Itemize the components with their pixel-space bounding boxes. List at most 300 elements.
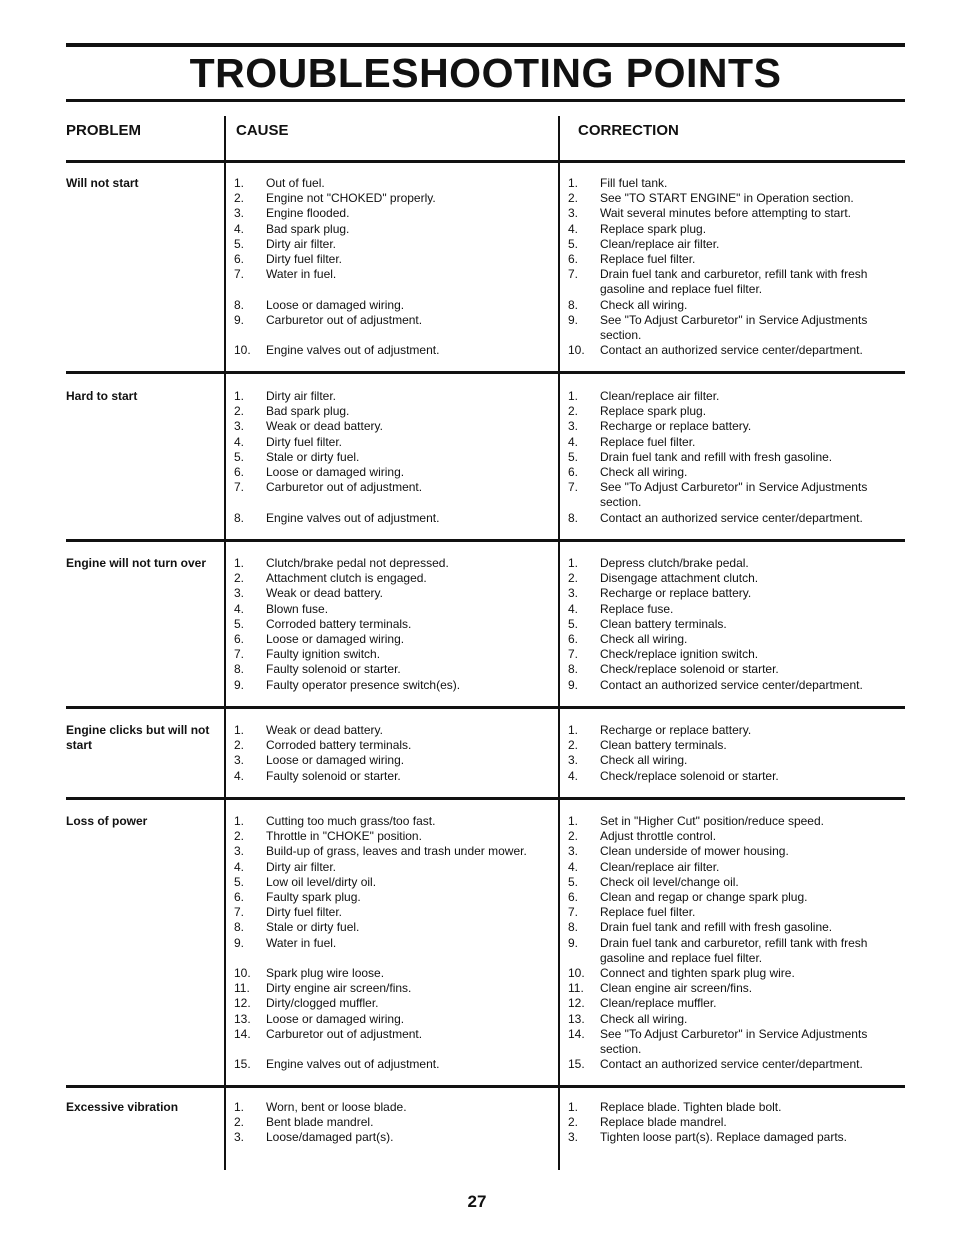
cause-item xyxy=(234,465,550,480)
item-number: 3. xyxy=(568,419,579,434)
cause-item xyxy=(234,936,550,951)
item-text: Build-up of grass, leaves and trash under mower. xyxy=(266,844,527,859)
cause-item xyxy=(234,571,550,586)
item-text: Depress clutch/brake pedal. xyxy=(600,556,749,570)
cause-item xyxy=(234,313,550,328)
item-text: Replace spark plug. xyxy=(600,404,707,419)
correction-item xyxy=(568,875,888,890)
item-text: Water in fuel. xyxy=(266,267,337,282)
correction-item xyxy=(568,769,888,784)
correction-item xyxy=(568,176,888,191)
item-number: 7. xyxy=(234,480,245,495)
item-text: Weak or dead battery. xyxy=(266,586,383,601)
item-text: Recharge or replace battery. xyxy=(600,419,752,434)
correction-item xyxy=(568,252,888,267)
item-text: Contact an authorized service center/department. xyxy=(600,343,863,358)
item-text: Connect and tighten spark plug wire. xyxy=(600,966,795,981)
item-number: 6. xyxy=(234,465,245,480)
item-text: Dirty/clogged muffler. xyxy=(266,996,379,1011)
item-text: Weak or dead battery. xyxy=(266,723,383,737)
item-text: See "To Adjust Carburetor" in Service Adjustments section. xyxy=(600,1026,868,1057)
cause-item xyxy=(234,556,550,571)
correction-list xyxy=(568,1100,888,1146)
correction-item xyxy=(568,237,888,252)
section-separator xyxy=(66,539,905,542)
section-separator xyxy=(66,371,905,374)
item-number: 14. xyxy=(568,1026,585,1041)
cause-item xyxy=(234,237,550,252)
item-number: 15. xyxy=(234,1057,251,1072)
item-text: Clean underside of mower housing. xyxy=(600,844,789,859)
item-number: 5. xyxy=(568,874,579,889)
item-text: See "To Adjust Carburetor" in Service Adjustments section. xyxy=(600,312,868,343)
item-number: 5. xyxy=(234,616,245,631)
item-text: Carburetor out of adjustment. xyxy=(266,312,423,327)
item-text: Replace fuel filter. xyxy=(600,905,696,920)
item-number: 5. xyxy=(568,236,579,251)
cause-item xyxy=(234,419,550,434)
correction-item xyxy=(568,996,888,1011)
correction-item xyxy=(568,389,888,404)
correction-item xyxy=(568,829,888,844)
item-text: Recharge or replace battery. xyxy=(600,723,752,737)
item-number: 3. xyxy=(568,206,579,221)
item-text: Spark plug wire loose. xyxy=(266,966,385,981)
item-text: Recharge or replace battery. xyxy=(600,586,752,601)
item-number: 1. xyxy=(568,723,579,737)
correction-item xyxy=(568,267,888,297)
item-number: 14. xyxy=(234,1026,251,1041)
item-number: 10. xyxy=(234,966,251,981)
problem-label: Engine will not turn over xyxy=(66,556,207,570)
cause-item xyxy=(234,191,550,206)
problem-label: Hard to start xyxy=(66,389,138,403)
cause-item xyxy=(234,1027,550,1042)
item-text: Faulty solenoid or starter. xyxy=(266,662,401,677)
item-number: 7. xyxy=(234,267,245,282)
item-text: Water in fuel. xyxy=(266,935,337,950)
problem-label: Engine clicks but will not start xyxy=(66,723,210,752)
cause-item xyxy=(234,678,550,693)
correction-item xyxy=(568,1115,888,1130)
item-text: Faulty solenoid or starter. xyxy=(266,768,401,783)
item-number: 9. xyxy=(234,935,245,950)
cause-item xyxy=(234,753,550,768)
cause-item xyxy=(234,860,550,875)
correction-item xyxy=(568,936,888,966)
item-text: Corroded battery terminals. xyxy=(266,738,412,753)
item-text: Bent blade mandrel. xyxy=(266,1115,374,1130)
item-text: Clean/replace air filter. xyxy=(600,236,720,251)
item-text: Check/replace ignition switch. xyxy=(600,647,759,662)
item-number: 2. xyxy=(568,404,579,419)
item-number: 2. xyxy=(234,829,245,844)
item-number: 2. xyxy=(234,1115,245,1130)
item-text: Contact an authorized service center/department. xyxy=(600,1057,863,1072)
correction-item xyxy=(568,511,888,526)
cause-item xyxy=(234,1057,550,1072)
item-number: 7. xyxy=(234,647,245,662)
item-text: Stale or dirty fuel. xyxy=(266,920,360,935)
correction-item xyxy=(568,662,888,677)
item-number: 2. xyxy=(568,191,579,206)
item-number: 4. xyxy=(568,434,579,449)
cause-item xyxy=(234,480,550,495)
cause-list xyxy=(234,723,550,784)
item-number: 4. xyxy=(234,768,245,783)
item-number: 8. xyxy=(568,920,579,935)
item-number: 7. xyxy=(568,647,579,662)
item-text: Clutch/brake pedal not depressed. xyxy=(266,556,449,570)
item-number: 8. xyxy=(568,297,579,312)
item-text: Clean/replace air filter. xyxy=(600,859,720,874)
cause-item xyxy=(234,662,550,677)
correction-item xyxy=(568,814,888,829)
item-number: 2. xyxy=(234,738,245,753)
cause-item xyxy=(234,176,550,191)
item-number: 3. xyxy=(234,206,245,221)
item-text: Drain fuel tank and carburetor, refill tank with fresh gasoline and replace fuel filter. xyxy=(600,935,868,965)
item-text: Check/replace solenoid or starter. xyxy=(600,662,779,677)
item-text: Contact an authorized service center/department. xyxy=(600,510,863,525)
problem-label: Excessive vibration xyxy=(66,1100,179,1114)
item-text: Check all wiring. xyxy=(600,1011,688,1026)
item-number: 1. xyxy=(568,176,579,190)
item-text: Clean engine air screen/fins. xyxy=(600,981,753,996)
item-text: Faulty ignition switch. xyxy=(266,647,381,662)
item-text: See "To Adjust Carburetor" in Service Adjustments section. xyxy=(600,480,868,510)
item-number: 5. xyxy=(234,874,245,889)
item-text: Loose or damaged wiring. xyxy=(266,1011,405,1026)
cause-item xyxy=(234,1115,550,1130)
correction-item xyxy=(568,298,888,313)
correction-item xyxy=(568,1027,888,1057)
item-text: Dirty air filter. xyxy=(266,859,337,874)
correction-item xyxy=(568,435,888,450)
problem-label: Will not start xyxy=(66,176,139,190)
item-text: Loose or damaged wiring. xyxy=(266,465,405,480)
cause-item xyxy=(234,617,550,632)
item-number: 4. xyxy=(568,768,579,783)
item-text: Replace spark plug. xyxy=(600,221,707,236)
item-number: 8. xyxy=(568,662,579,677)
item-text: Cutting too much grass/too fast. xyxy=(266,814,436,828)
item-number: 3. xyxy=(568,844,579,859)
item-number: 5. xyxy=(234,236,245,251)
item-number: 6. xyxy=(568,632,579,647)
item-text: Clean/replace air filter. xyxy=(600,389,720,403)
item-number: 3. xyxy=(234,419,245,434)
item-number: 2. xyxy=(234,404,245,419)
item-number: 15. xyxy=(568,1057,585,1072)
item-text: Drain fuel tank and carburetor, refill tank with fresh gasoline and replace fuel filter. xyxy=(600,267,868,297)
correction-item xyxy=(568,313,888,343)
item-text: Check all wiring. xyxy=(600,297,688,312)
item-text: Clean and regap or change spark plug. xyxy=(600,890,808,905)
cause-item xyxy=(234,435,550,450)
item-text: Dirty fuel filter. xyxy=(266,252,343,267)
cause-item xyxy=(234,602,550,617)
section-separator xyxy=(66,1085,905,1088)
correction-item xyxy=(568,844,888,859)
cause-header: CAUSE xyxy=(236,122,289,139)
correction-list xyxy=(568,723,888,784)
cause-list xyxy=(234,556,550,693)
page-title: TROUBLESHOOTING POINTS xyxy=(189,50,782,96)
item-number: 10. xyxy=(234,343,251,358)
spacer xyxy=(234,282,550,297)
item-text: Attachment clutch is engaged. xyxy=(266,571,427,586)
cause-list xyxy=(234,176,550,358)
item-text: Disengage attachment clutch. xyxy=(600,571,759,586)
item-number: 12. xyxy=(568,996,585,1011)
item-text: Carburetor out of adjustment. xyxy=(266,480,423,495)
column-divider-left xyxy=(224,116,226,1170)
cause-item xyxy=(234,829,550,844)
item-text: Bad spark plug. xyxy=(266,404,350,419)
item-number: 4. xyxy=(568,601,579,616)
item-number: 1. xyxy=(568,556,579,570)
correction-item xyxy=(568,222,888,237)
item-number: 5. xyxy=(234,449,245,464)
item-text: Low oil level/dirty oil. xyxy=(266,874,377,889)
item-text: Dirty fuel filter. xyxy=(266,905,343,920)
item-number: 1. xyxy=(568,1100,579,1114)
item-text: Faulty spark plug. xyxy=(266,890,361,905)
item-text: Replace blade. Tighten blade bolt. xyxy=(600,1100,782,1114)
cause-item xyxy=(234,890,550,905)
correction-list xyxy=(568,814,888,1072)
item-text: Check all wiring. xyxy=(600,465,688,480)
spacer xyxy=(234,1042,550,1057)
correction-item xyxy=(568,905,888,920)
item-text: Contact an authorized service center/department. xyxy=(600,677,863,692)
item-number: 2. xyxy=(568,1115,579,1130)
item-number: 2. xyxy=(568,738,579,753)
item-text: Replace fuel filter. xyxy=(600,252,696,267)
correction-item xyxy=(568,480,888,510)
cause-item xyxy=(234,996,550,1011)
cause-item xyxy=(234,404,550,419)
cause-item xyxy=(234,920,550,935)
item-number: 1. xyxy=(234,176,245,190)
correction-item xyxy=(568,647,888,662)
item-number: 11. xyxy=(234,981,250,996)
problem-header: PROBLEM xyxy=(66,122,141,139)
correction-item xyxy=(568,1130,888,1145)
item-text: Dirty air filter. xyxy=(266,389,337,403)
cause-item xyxy=(234,769,550,784)
correction-item xyxy=(568,617,888,632)
item-text: Check/replace solenoid or starter. xyxy=(600,768,779,783)
item-number: 3. xyxy=(234,586,245,601)
cause-item xyxy=(234,723,550,738)
cause-item xyxy=(234,966,550,981)
item-number: 6. xyxy=(568,465,579,480)
correction-item xyxy=(568,571,888,586)
correction-header: CORRECTION xyxy=(578,122,679,139)
item-text: Engine valves out of adjustment. xyxy=(266,510,440,525)
title-bottom-rule xyxy=(66,99,905,102)
problem-label: Loss of power xyxy=(66,814,148,828)
item-number: 6. xyxy=(234,252,245,267)
item-number: 4. xyxy=(234,221,245,236)
item-text: Check all wiring. xyxy=(600,753,688,768)
item-text: Dirty engine air screen/fins. xyxy=(266,981,412,996)
item-number: 8. xyxy=(234,510,245,525)
item-text: Wait several minutes before attempting to start. xyxy=(600,206,851,221)
item-text: Worn, bent or loose blade. xyxy=(266,1100,407,1114)
page-number: 27 xyxy=(467,1192,487,1211)
item-text: Out of fuel. xyxy=(266,176,325,190)
cause-item xyxy=(234,298,550,313)
correction-item xyxy=(568,556,888,571)
item-number: 3. xyxy=(568,586,579,601)
item-number: 13. xyxy=(234,1011,251,1026)
item-text: Stale or dirty fuel. xyxy=(266,449,360,464)
item-number: 4. xyxy=(234,434,245,449)
item-number: 1. xyxy=(234,1100,245,1114)
item-number: 5. xyxy=(568,449,579,464)
section-separator xyxy=(66,797,905,800)
title-top-rule xyxy=(66,43,905,47)
cause-item xyxy=(234,206,550,221)
item-text: Drain fuel tank and refill with fresh gasoline. xyxy=(600,920,833,935)
item-number: 9. xyxy=(568,312,579,327)
cause-item xyxy=(234,1012,550,1027)
item-number: 1. xyxy=(234,723,245,737)
item-number: 6. xyxy=(568,890,579,905)
correction-item xyxy=(568,586,888,601)
item-number: 1. xyxy=(568,814,579,828)
item-number: 6. xyxy=(234,632,245,647)
cause-item xyxy=(234,1100,550,1115)
correction-item xyxy=(568,678,888,693)
item-text: Clean battery terminals. xyxy=(600,616,727,631)
cause-item xyxy=(234,1130,550,1145)
item-text: Adjust throttle control. xyxy=(600,829,717,844)
item-text: Bad spark plug. xyxy=(266,221,350,236)
item-text: Drain fuel tank and refill with fresh gasoline. xyxy=(600,449,833,464)
item-text: Check all wiring. xyxy=(600,632,688,647)
item-text: Carburetor out of adjustment. xyxy=(266,1026,423,1041)
cause-item xyxy=(234,905,550,920)
item-number: 6. xyxy=(568,252,579,267)
item-text: Loose or damaged wiring. xyxy=(266,632,405,647)
item-number: 4. xyxy=(568,859,579,874)
cause-item xyxy=(234,647,550,662)
item-number: 8. xyxy=(234,662,245,677)
correction-item xyxy=(568,419,888,434)
item-number: 9. xyxy=(234,312,245,327)
item-text: Engine flooded. xyxy=(266,206,350,221)
spacer xyxy=(234,495,550,510)
item-number: 7. xyxy=(568,480,579,495)
section-separator xyxy=(66,160,905,163)
item-number: 9. xyxy=(568,677,579,692)
correction-item xyxy=(568,753,888,768)
correction-list xyxy=(568,389,888,526)
item-text: Replace fuel filter. xyxy=(600,434,696,449)
item-number: 2. xyxy=(234,571,245,586)
item-number: 1. xyxy=(234,389,245,403)
cause-item xyxy=(234,389,550,404)
cause-item xyxy=(234,511,550,526)
item-number: 3. xyxy=(234,1130,245,1145)
correction-item xyxy=(568,920,888,935)
item-number: 8. xyxy=(234,920,245,935)
item-number: 8. xyxy=(234,297,245,312)
item-number: 1. xyxy=(234,814,245,828)
correction-item xyxy=(568,981,888,996)
correction-item xyxy=(568,206,888,221)
correction-item xyxy=(568,632,888,647)
item-number: 7. xyxy=(234,905,245,920)
item-text: Engine not "CHOKED" properly. xyxy=(266,191,436,206)
cause-item xyxy=(234,252,550,267)
cause-list xyxy=(234,1100,550,1146)
correction-list xyxy=(568,176,888,358)
section-separator xyxy=(66,706,905,709)
cause-item xyxy=(234,586,550,601)
item-number: 9. xyxy=(234,677,245,692)
item-text: Replace blade mandrel. xyxy=(600,1115,727,1130)
cause-item xyxy=(234,844,550,859)
item-number: 4. xyxy=(234,859,245,874)
cause-item xyxy=(234,738,550,753)
correction-item xyxy=(568,343,888,358)
correction-item xyxy=(568,602,888,617)
correction-list xyxy=(568,556,888,693)
cause-list xyxy=(234,389,550,526)
correction-item xyxy=(568,191,888,206)
item-text: Check oil level/change oil. xyxy=(600,874,739,889)
item-text: Weak or dead battery. xyxy=(266,419,383,434)
item-number: 1. xyxy=(568,389,579,403)
correction-item xyxy=(568,890,888,905)
item-number: 10. xyxy=(568,343,585,358)
item-text: Corroded battery terminals. xyxy=(266,616,412,631)
item-number: 3. xyxy=(568,1130,579,1145)
cause-item xyxy=(234,343,550,358)
cause-item xyxy=(234,450,550,465)
item-number: 2. xyxy=(568,571,579,586)
correction-item xyxy=(568,465,888,480)
item-number: 3. xyxy=(568,753,579,768)
item-text: Throttle in "CHOKE" position. xyxy=(266,829,422,844)
item-number: 7. xyxy=(568,267,579,282)
item-number: 8. xyxy=(568,510,579,525)
item-text: Blown fuse. xyxy=(266,601,329,616)
item-number: 12. xyxy=(234,996,251,1011)
spacer xyxy=(234,328,550,343)
cause-item xyxy=(234,222,550,237)
item-text: Loose or damaged wiring. xyxy=(266,297,405,312)
item-text: Replace fuse. xyxy=(600,601,674,616)
correction-item xyxy=(568,404,888,419)
item-number: 5. xyxy=(568,616,579,631)
correction-item xyxy=(568,738,888,753)
item-number: 4. xyxy=(568,221,579,236)
item-number: 13. xyxy=(568,1011,585,1026)
correction-item xyxy=(568,450,888,465)
cause-item xyxy=(234,981,550,996)
correction-item xyxy=(568,1012,888,1027)
item-text: Dirty air filter. xyxy=(266,236,337,251)
column-divider-right xyxy=(558,116,560,1170)
item-text: Clean battery terminals. xyxy=(600,738,727,753)
item-text: Engine valves out of adjustment. xyxy=(266,1057,440,1072)
